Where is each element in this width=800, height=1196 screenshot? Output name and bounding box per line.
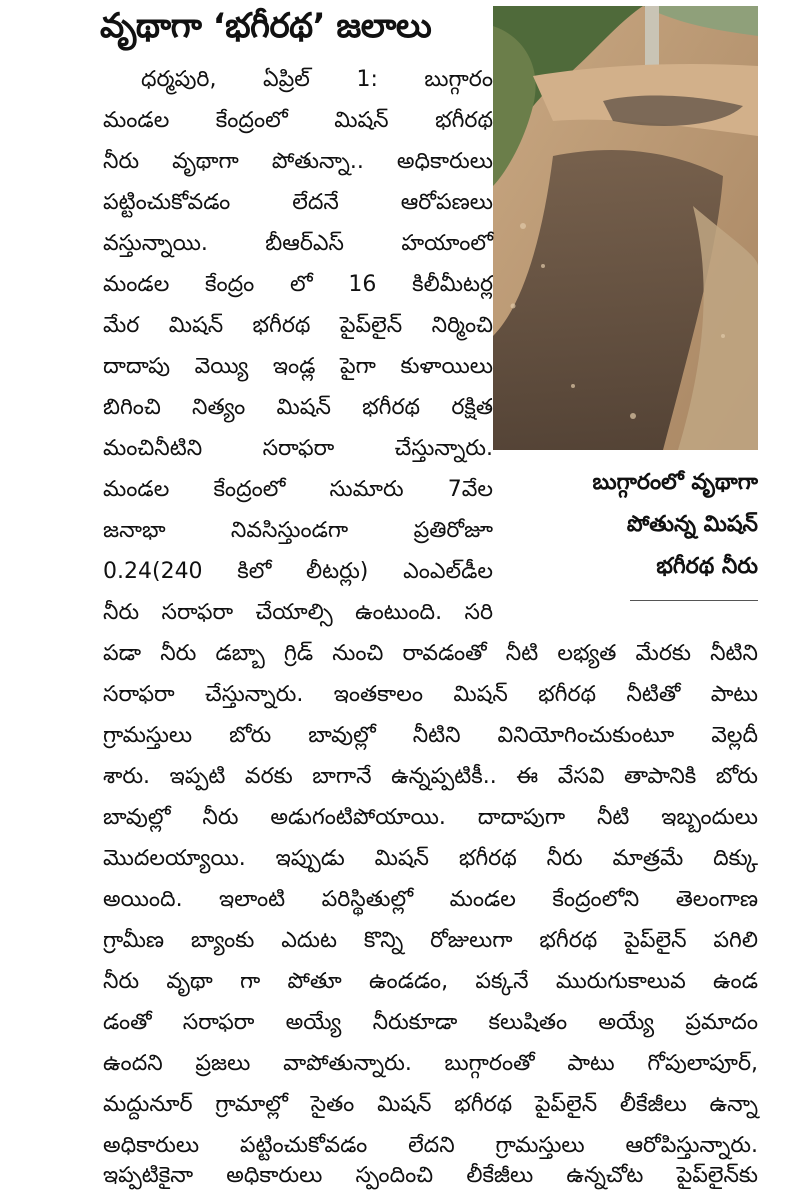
article-line: గ్రామస్తులు బోరు బావుల్లో నీటిని వినియోగించుకుంటూ వెల్లదీ [103, 723, 758, 748]
article-line: మండల కేంద్రంలో సుమారు 7వేల [103, 477, 493, 502]
article-line: అయింది. ఇలాంటి పరిస్థితుల్లో మండల కేంద్రంలోని తెలంగాణ [103, 887, 758, 912]
article-line: ఇప్పటికైనా అధికారులు స్పందించి లీకేజీలు ఉన్నచోట పైప్‌లైన్‌కు [103, 1163, 758, 1188]
article-line: మేర మిషన్ భగీరథ పైప్‌లైన్ నిర్మించి [103, 313, 493, 338]
article-line: నీరు వృథా గా పోతూ ఉండడం, పక్కనే మురుగుకాలువ ఉండ [103, 969, 758, 994]
article-line: డంతో సరాఫరా అయ్యే నీరుకూడా కలుషితం అయ్యే ప్రమాదం [103, 1010, 758, 1035]
article-line: బిగించి నిత్యం మిషన్ భగీరథ రక్షిత [103, 395, 493, 420]
article-line: అధికారులు పట్టించుకోవడం లేదని గ్రామస్తులు ఆరోపిస్తున్నారు. [103, 1133, 758, 1158]
article-line: ధర్మపురి, ఏప్రిల్ 1: బుగ్గారం [141, 67, 493, 92]
article-line: ఉందని ప్రజలు వాపోతున్నారు. బుగ్గారంతో పాటు గోపులాపూర్, [103, 1051, 758, 1076]
article-line: మండల కేంద్రంలో మిషన్ భగీరథ [103, 108, 493, 133]
article-line: బావుల్లో నీరు అడుగంటిపోయాయి. దాదాపుగా నీటి ఇబ్బందులు [103, 805, 758, 830]
article-line: గ్రామీణ బ్యాంకు ఎదుట కొన్ని రోజులుగా భగీరథ పైప్‌లైన్ పగిలి [103, 928, 758, 953]
article-line: శారు. ఇప్పటి వరకు బాగానే ఉన్నప్పటికీ.. ఈ వేసవి తాపానికి బోరు [103, 764, 758, 789]
article-line: నీరు సరాఫరా చేయాల్సి ఉంటుంది. సరి [103, 600, 493, 625]
article-line: వస్తున్నాయి. బీఆర్ఎస్ హయాంలో [103, 231, 493, 256]
headline: వృథాగా ‘భగీరథ’ జలాలు [100, 6, 432, 46]
article-line: జనాభా నివసిస్తుండగా ప్రతిరోజూ [103, 518, 493, 543]
photo-caption [520, 462, 758, 588]
article-line: పడా నీరు డబ్బా గ్రిడ్ నుంచి రావడంతో నీటి లభ్యత మేరకు నీటిని [103, 641, 758, 666]
article-line: మంచినీటిని సరాఫరా చేస్తున్నారు. [103, 436, 493, 461]
caption-line: భగీరథ నీరు [656, 554, 758, 579]
caption-line: పోతున్న మిషన్ [626, 512, 758, 537]
article-line: సరాఫరా చేస్తున్నారు. ఇంతకాలం మిషన్ భగీరథ నీటితో పాటు [103, 682, 758, 707]
article-line: పట్టించుకోవడం లేదనే ఆరోపణలు [103, 190, 493, 215]
article-line: నీరు వృథాగా పోతున్నా.. అధికారులు [103, 149, 493, 174]
article-line: మొదలయ్యాయి. ఇప్పుడు మిషన్ భగీరథ నీరు మాత్రమే దిక్కు [103, 846, 758, 871]
article-line: మద్దునూర్ గ్రామాల్లో సైతం మిషన్ భగీరథ పైప్‌లైన్ లీకేజీలు ఉన్నా [103, 1092, 758, 1117]
caption-divider [630, 600, 758, 601]
news-photo [493, 6, 758, 450]
caption-line: బుగ్గారంలో వృథాగా [592, 470, 758, 495]
article-line: మండల కేంద్రం లో 16 కిలీమీటర్ల [103, 272, 493, 297]
article-line: దాదాపు వెయ్యి ఇండ్ల పైగా కుళాయిలు [103, 354, 493, 379]
article-line: 0.24(240 కిలో లీటర్లు) ఎంఎల్‌డీల [103, 559, 493, 584]
